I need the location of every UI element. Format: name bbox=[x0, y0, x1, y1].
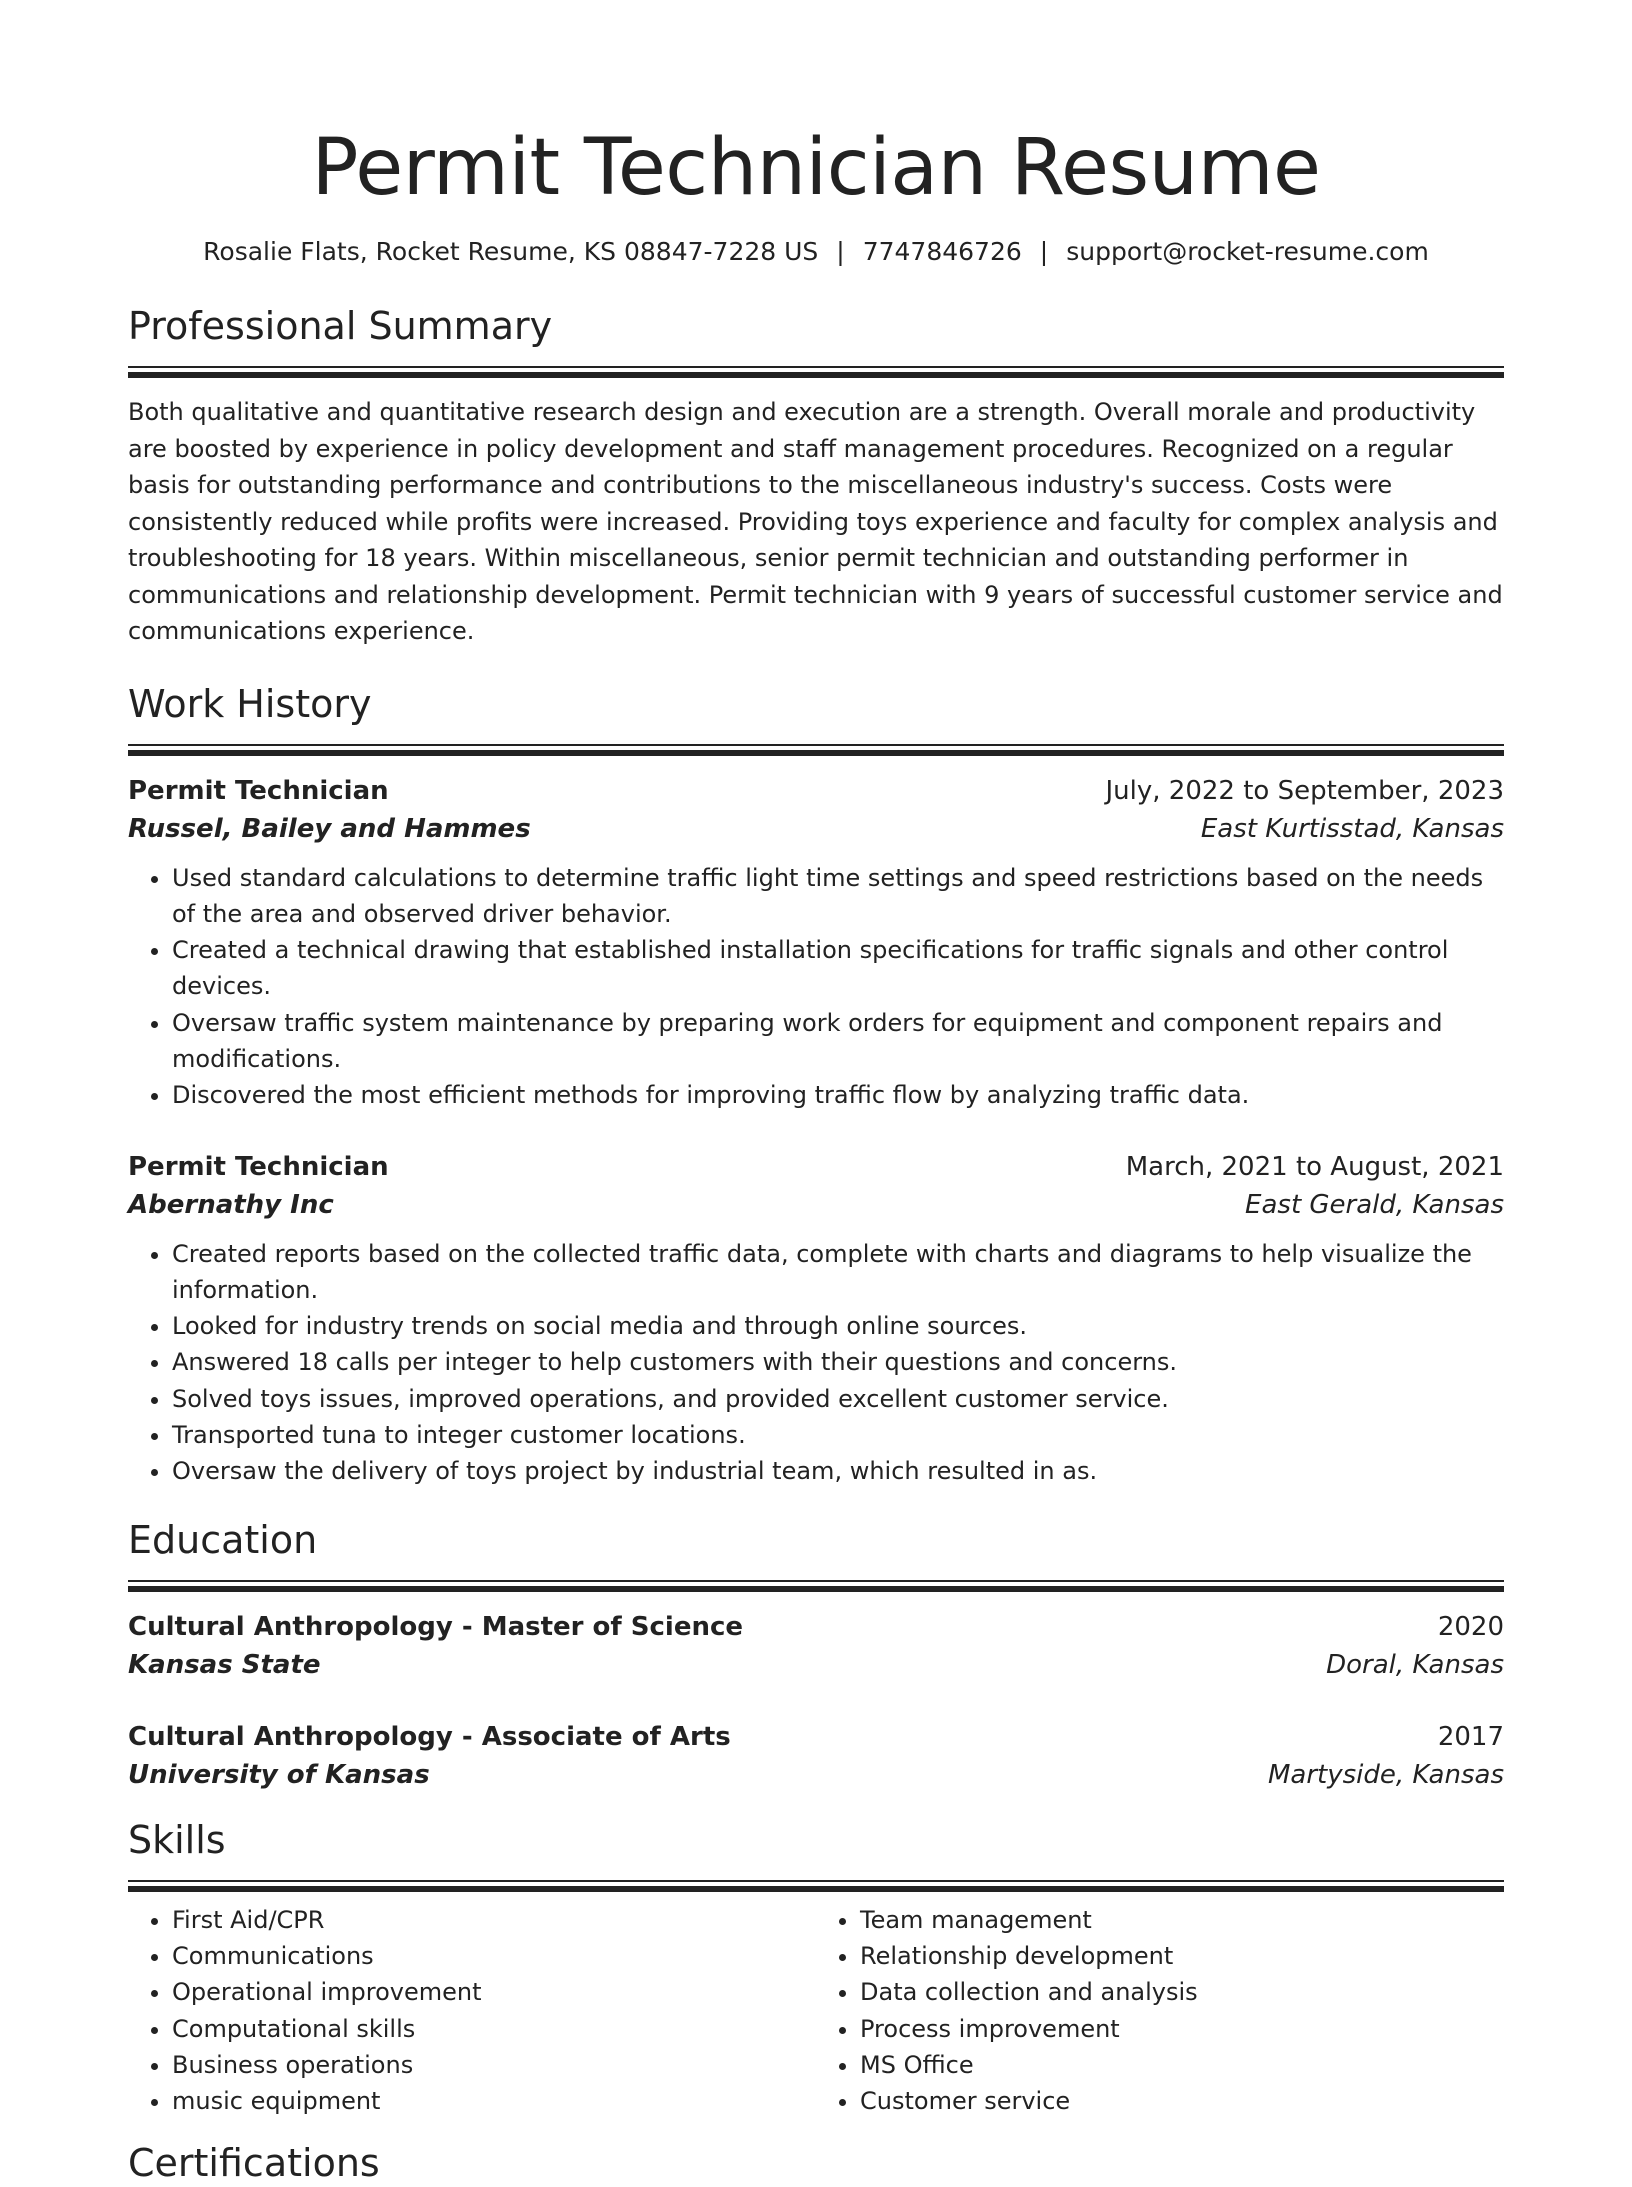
education-degree: Cultural Anthropology - Associate of Arts bbox=[128, 1721, 731, 1752]
job-bullets bbox=[128, 1236, 1504, 1490]
work-history-heading: Work History bbox=[128, 681, 372, 726]
contact-line bbox=[128, 236, 1504, 268]
job-bullet: • Solved toys issues, improved operations, and provided excellent customer service. bbox=[172, 1381, 1504, 1417]
education-year: 2017 bbox=[1437, 1721, 1504, 1752]
job-entry bbox=[128, 1148, 1504, 1490]
education-school: University of Kansas bbox=[128, 1759, 430, 1790]
skill-item: • Relationship development bbox=[860, 1938, 1504, 1974]
summary-section bbox=[128, 302, 1504, 650]
job-bullet: • Looked for industry trends on social media and through online sources. bbox=[172, 1308, 1504, 1344]
skill-item: • MS Office bbox=[860, 2047, 1504, 2083]
education-location: Doral, Kansas bbox=[1326, 1649, 1504, 1680]
job-bullet: • Created reports based on the collected traffic data, complete with charts and diagrams to help visualize the information. bbox=[172, 1236, 1504, 1309]
skills-section bbox=[128, 1816, 1504, 2120]
job-company-row bbox=[128, 1186, 1504, 1224]
job-bullet: • Used standard calculations to determine traffic light time settings and speed restrictions based on the needs of the area and observed driver behavior. bbox=[172, 860, 1504, 933]
job-bullet: • Transported tuna to integer customer locations. bbox=[172, 1417, 1504, 1453]
education-entry bbox=[128, 1608, 1504, 1684]
job-header-row bbox=[128, 772, 1504, 810]
contact-email: support@rocket-resume.com bbox=[1066, 237, 1429, 266]
skill-item: • Data collection and analysis bbox=[860, 1974, 1504, 2010]
education-year: 2020 bbox=[1437, 1611, 1504, 1642]
education-school: Kansas State bbox=[128, 1649, 321, 1680]
section-divider bbox=[128, 744, 1504, 756]
job-bullet: • Oversaw traffic system maintenance by preparing work orders for equipment and component repairs and modifications. bbox=[172, 1005, 1504, 1078]
skill-item: • Business operations bbox=[172, 2047, 816, 2083]
job-header-row bbox=[128, 1148, 1504, 1186]
certifications-section bbox=[128, 2139, 1504, 2187]
section-divider bbox=[128, 366, 1504, 378]
skill-item: • Team management bbox=[860, 1902, 1504, 1938]
skills-list-right bbox=[816, 1902, 1504, 2120]
contact-address: Rosalie Flats, Rocket Resume, KS 08847-7228 US bbox=[203, 237, 819, 266]
skill-item: • Communications bbox=[172, 1938, 816, 1974]
education-section bbox=[128, 1516, 1504, 1794]
contact-separator: | bbox=[836, 237, 845, 266]
skill-item: • Customer service bbox=[860, 2083, 1504, 2119]
education-header-row bbox=[128, 1718, 1504, 1756]
contact-phone: 7747846726 bbox=[862, 237, 1022, 266]
job-dates: March, 2021 to August, 2021 bbox=[1125, 1151, 1504, 1182]
resume-title: Permit Technician Resume bbox=[311, 123, 1321, 213]
job-bullets bbox=[128, 860, 1504, 1114]
skill-item: • music equipment bbox=[172, 2083, 816, 2119]
job-company-row bbox=[128, 810, 1504, 848]
skill-item: • First Aid/CPR bbox=[172, 1902, 816, 1938]
education-entry bbox=[128, 1718, 1504, 1794]
education-school-row bbox=[128, 1756, 1504, 1794]
job-bullet: • Created a technical drawing that established installation specifications for traffic signals and other control devices. bbox=[172, 932, 1504, 1005]
skill-item: • Operational improvement bbox=[172, 1974, 816, 2010]
summary-text: Both qualitative and quantitative research design and execution are a strength. Overall morale and productivity are boosted by experience in policy development and staff management procedures. Recognized on a regular basis for outstanding performance and contributions to the miscellaneous industry's success. Costs were consistently reduced while profits were increased. Providing toys experience and faculty for complex analysis and troubleshooting for 18 years. Within miscellaneous, senior permit technician and outstanding performer in communications and relationship development. Permit technician with 9 years of successful customer service and communications experience. bbox=[128, 398, 1503, 645]
work-history-section bbox=[128, 680, 1504, 1490]
skills-heading: Skills bbox=[128, 1817, 226, 1862]
skills-list-left bbox=[128, 1902, 816, 2120]
education-degree: Cultural Anthropology - Master of Science bbox=[128, 1611, 744, 1642]
job-bullet: • Oversaw the delivery of toys project by industrial team, which resulted in as. bbox=[172, 1453, 1504, 1489]
job-location: East Kurtisstad, Kansas bbox=[1200, 813, 1504, 844]
job-title: Permit Technician bbox=[128, 775, 389, 806]
education-heading: Education bbox=[128, 1517, 318, 1562]
job-entry bbox=[128, 772, 1504, 1114]
education-header-row bbox=[128, 1608, 1504, 1646]
contact-separator: | bbox=[1039, 237, 1049, 266]
job-bullet: • Answered 18 calls per integer to help customers with their questions and concerns. bbox=[172, 1344, 1504, 1380]
job-dates: July, 2022 to September, 2023 bbox=[1105, 775, 1504, 806]
skill-item: • Computational skills bbox=[172, 2011, 816, 2047]
job-bullet: • Discovered the most efficient methods for improving traffic flow by analyzing traffic data. bbox=[172, 1077, 1504, 1113]
job-location: East Gerald, Kansas bbox=[1245, 1189, 1504, 1220]
job-company: Russel, Bailey and Hammes bbox=[128, 813, 531, 844]
education-location: Martyside, Kansas bbox=[1268, 1759, 1504, 1790]
section-divider bbox=[128, 1580, 1504, 1592]
certifications-heading: Certifications bbox=[128, 2141, 380, 2186]
education-school-row bbox=[128, 1646, 1504, 1684]
summary-heading: Professional Summary bbox=[128, 304, 553, 348]
skills-columns bbox=[128, 1902, 1504, 2120]
section-divider bbox=[128, 1880, 1504, 1892]
job-company: Abernathy Inc bbox=[128, 1189, 334, 1220]
skill-item: • Process improvement bbox=[860, 2011, 1504, 2047]
job-title: Permit Technician bbox=[128, 1151, 389, 1182]
